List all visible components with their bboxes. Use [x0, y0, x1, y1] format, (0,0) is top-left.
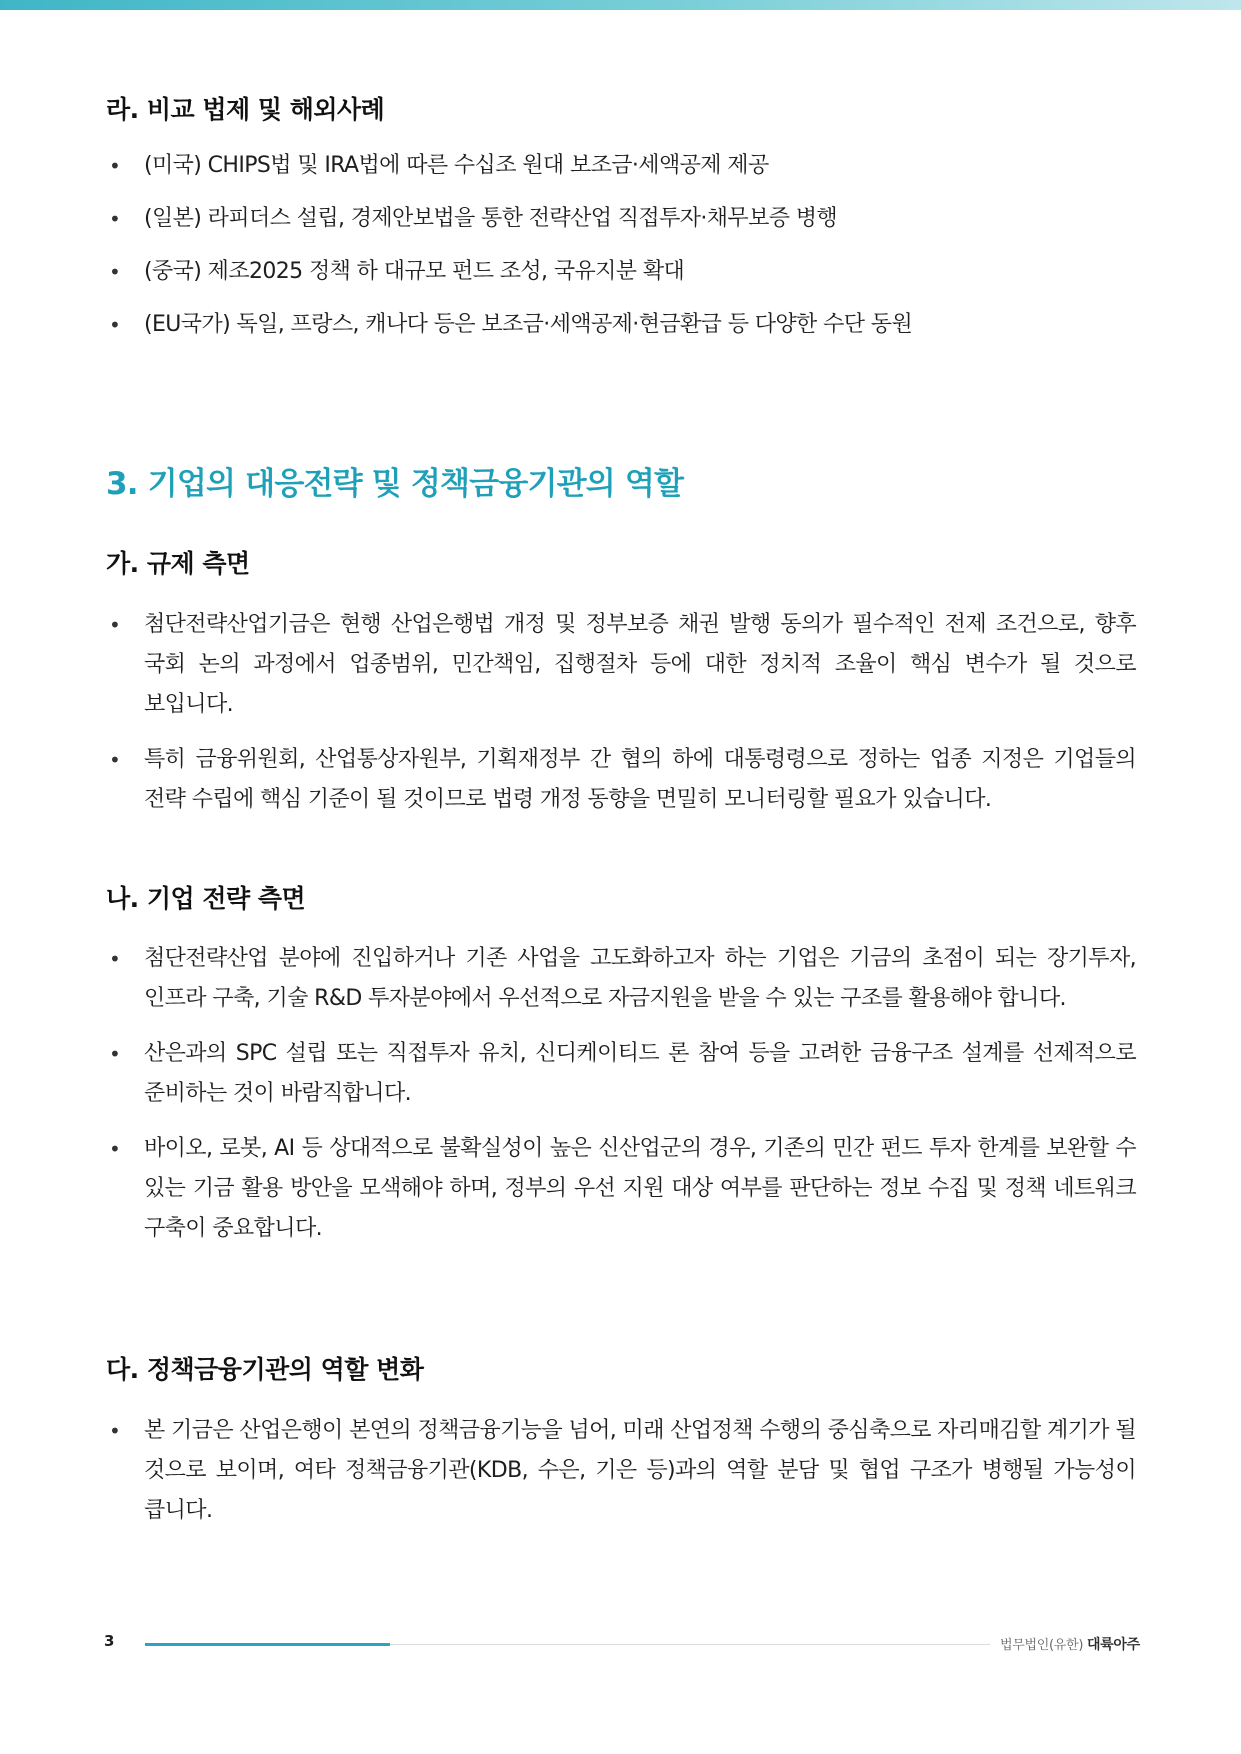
- list-policy-finance-role: [106, 1411, 1136, 1546]
- list-item: • 첨단전략산업기금은 현행 산업은행법 개정 및 정부보증 채권 발행 동의가 필수적인 전제 조건으로, 향후 국회 논의 과정에서 업종범위, 민간책임, 집행절차 등에 대한 정치적 조율이 핵심 변수가 될 것으로 보입니다.: [106, 605, 1136, 725]
- page-number: 3: [104, 1632, 115, 1650]
- heading-corporate-strategy: 나. 기업 전략 측면: [106, 884, 306, 913]
- list-item: • 바이오, 로봇, AI 등 상대적으로 불확실성이 높은 신산업군의 경우, 기존의 민간 펀드 투자 한계를 보완할 수 있는 기금 활용 방안을 모색해야 하며, 정부의 우선 지원 대상 여부를 판단하는 정보 수집 및 정책 네트워크 구축이 중요합니다.: [106, 1129, 1136, 1249]
- list-item: • (EU국가) 독일, 프랑스, 캐나다 등은 보조금·세액공제·현금환급 등 다양한 수단 동원: [106, 305, 1136, 345]
- list-item: • (일본) 라피더스 설립, 경제안보법을 통한 전략산업 직접투자·채무보증 병행: [106, 199, 1136, 239]
- list-item: • (미국) CHIPS법 및 IRA법에 따른 수십조 원대 보조금·세액공제 제공: [106, 146, 1136, 186]
- list-item: • 산은과의 SPC 설립 또는 직접투자 유치, 신디케이티드 론 참여 등을 고려한 금융구조 설계를 선제적으로 준비하는 것이 바람직합니다.: [106, 1034, 1136, 1114]
- section-title-strategy: 3. 기업의 대응전략 및 정책금융기관의 역할: [106, 466, 684, 502]
- heading-policy-finance-role: 다. 정책금융기관의 역할 변화: [106, 1355, 424, 1384]
- firm-prefix: 법무법인(유한): [1000, 1638, 1084, 1653]
- top-accent-bar: [0, 0, 1241, 10]
- footer-firm: [1000, 1634, 1140, 1654]
- list-item: • 첨단전략산업 분야에 진입하거나 기존 사업을 고도화하고자 하는 기업은 기금의 초점이 되는 장기투자, 인프라 구축, 기술 R&D 투자분야에서 우선적으로 자금지원을 받을 수 있는 구조를 활용해야 합니다.: [106, 939, 1136, 1019]
- heading-regulation: 가. 규제 측면: [106, 549, 250, 578]
- list-item: • 본 기금은 산업은행이 본연의 정책금융기능을 넘어, 미래 산업정책 수행의 중심축으로 자리매김할 계기가 될 것으로 보이며, 여타 정책금융기관(KDB, 수은, 기은 등)과의 역할 분담 및 협업 구조가 병행될 가능성이 큽니다.: [106, 1411, 1136, 1531]
- footer-divider: [390, 1644, 990, 1645]
- heading-comparative-law: 라. 비교 법제 및 해외사례: [106, 95, 385, 124]
- list-item: • (중국) 제조2025 정책 하 대규모 펀드 조성, 국유지분 확대: [106, 252, 1136, 292]
- firm-name: 대륙아주: [1086, 1637, 1140, 1653]
- list-item: • 특히 금융위원회, 산업통상자원부, 기획재정부 간 협의 하에 대통령령으로 정하는 업종 지정은 기업들의 전략 수립에 핵심 기준이 될 것이므로 법령 개정 동향을 면밀히 모니터링할 필요가 있습니다.: [106, 740, 1136, 820]
- footer-accent-line: [145, 1643, 390, 1646]
- list-regulation: [106, 605, 1136, 835]
- list-comparative-law: [106, 146, 1136, 358]
- list-corporate-strategy: [106, 939, 1136, 1264]
